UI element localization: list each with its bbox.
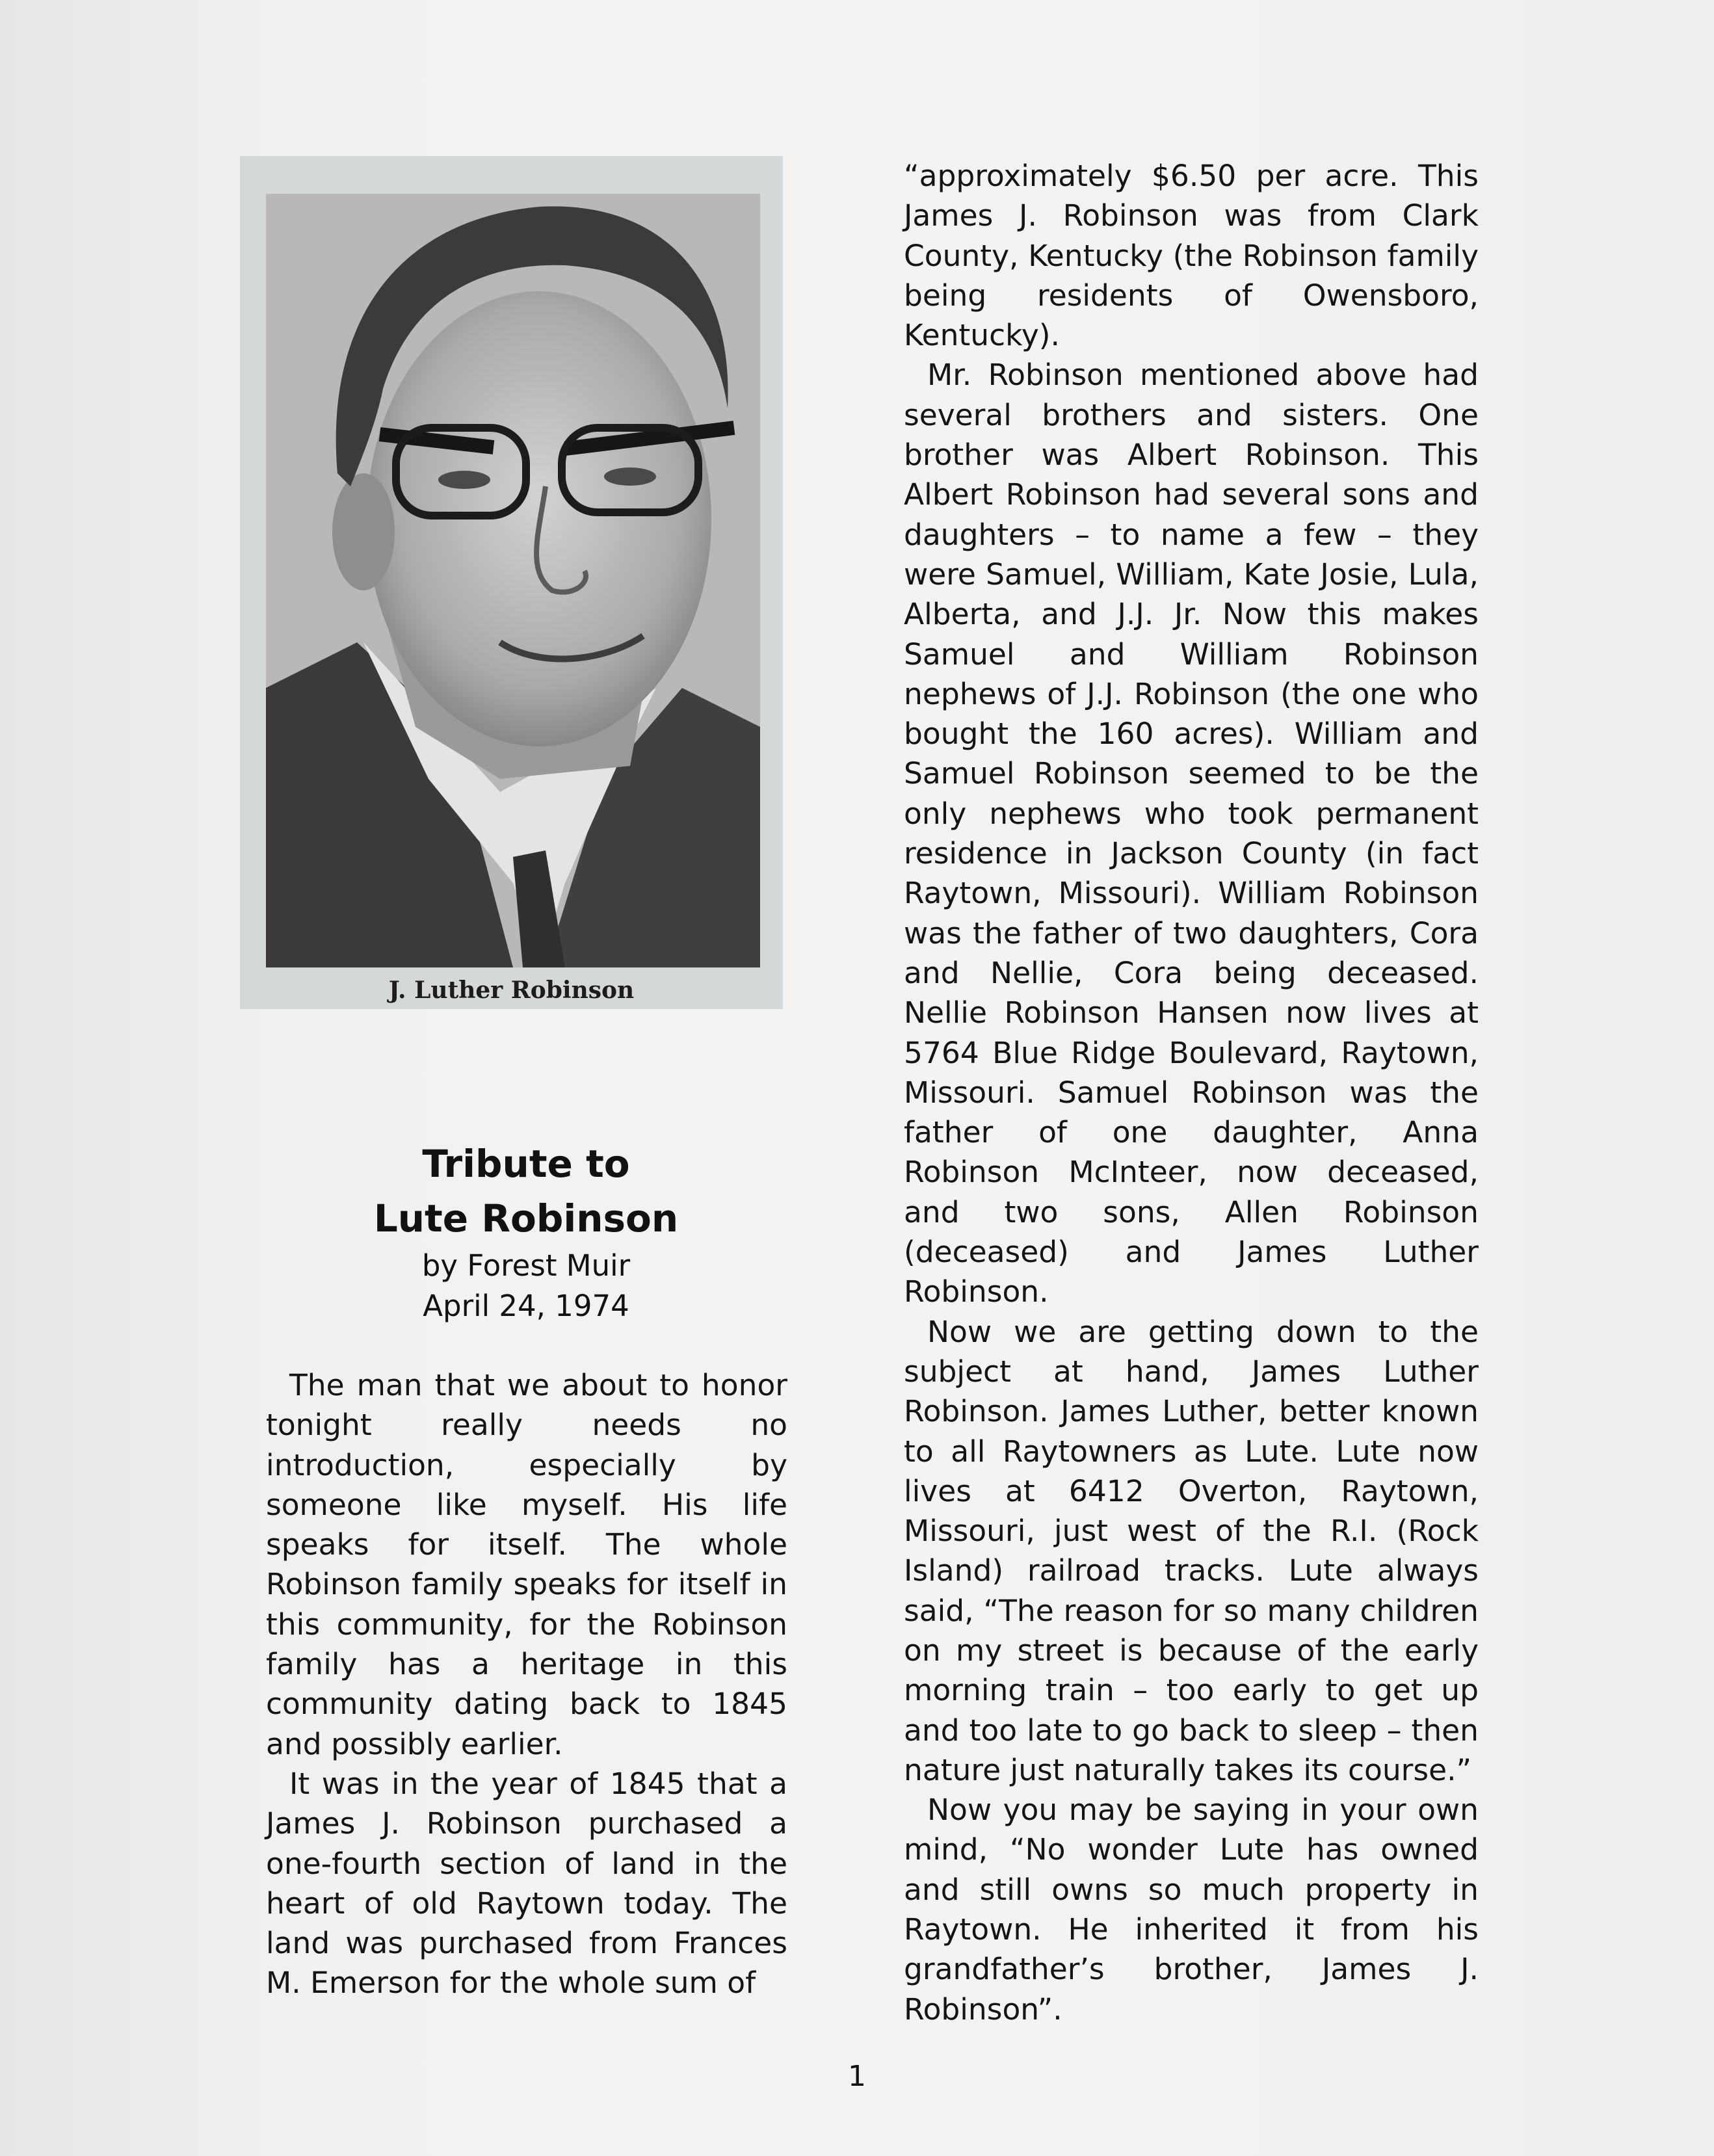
portrait-photo-frame [240, 156, 783, 1009]
article-byline: by Forest Muir [421, 1248, 631, 1283]
body-paragraph: Now we are getting down to the subject at hand, James Luther Robinson. James Luther, better known to all Raytowners as Lute. Lute now lives at 6412 Overton, Raytown, Missouri, just west of the R.I. (Rock Island) railroad tracks. Lute always said, “The reason for so many children on my street is because of the early morning train – too early to get up and too late to go back to sleep – then nature just naturally takes its course.” [904, 1314, 1479, 1787]
photo-caption: J. Luther Robinson [388, 977, 635, 1004]
article-date: April 24, 1974 [423, 1289, 629, 1323]
left-text-column [266, 1365, 787, 2003]
body-paragraph: Now you may be saying in your own mind, “No wonder Lute has owned and still owns so much property in Raytown. He inherited it from his grandfather’s brother, James J. Robinson”. [904, 1793, 1479, 2027]
article-title-line-1: Tribute to [422, 1142, 630, 1186]
article-title-line-2: Lute Robinson [373, 1196, 679, 1241]
body-paragraph: The man that we about to honor tonight really needs no introduction, especially by someone like myself. His life speaks for itself. The whole Robinson family speaks for itself in this community, for the Robinson family has a heritage in this community dating back to 1845 and possibly earlier. [266, 1368, 787, 1761]
right-text-column [904, 156, 1479, 2029]
article-heading [266, 1137, 786, 1326]
body-paragraph: Mr. Robinson mentioned above had several brothers and sisters. One brother was Albert Robinson. This Albert Robinson had several sons and daughters – to name a few – they were Samuel, William, Kate Josie, Lula, Alberta, and J.J. Jr. Now this makes Samuel and William Robinson nephews of J.J. Robinson (the one who bought the 160 acres). William and Samuel Robinson seemed to be the only nephews who took permanent residence in Jackson County (in fact Raytown, Missouri). William Robinson was the father of two daughters, Cora and Nellie, Cora being deceased. Nellie Robinson Hansen now lives at 5764 Blue Ridge Boulevard, Raytown, Missouri. Samuel Robinson was the father of one daughter, Anna Robinson McInteer, now deceased, and two sons, Allen Robinson (deceased) and James Luther Robinson. [904, 358, 1479, 1309]
page-number: 1 [848, 2060, 866, 2093]
body-paragraph: It was in the year of 1845 that a James J. Robinson purchased a one-fourth section of land in the heart of old Raytown today. The land was purchased from Frances M. Emerson for the whole sum of [266, 1766, 787, 2001]
body-paragraph: “approximately $6.50 per acre. This James J. Robinson was from Clark County, Kentucky (the Robinson family being residents of Owensboro, Kentucky). [904, 159, 1479, 353]
portrait-photo [266, 194, 760, 967]
